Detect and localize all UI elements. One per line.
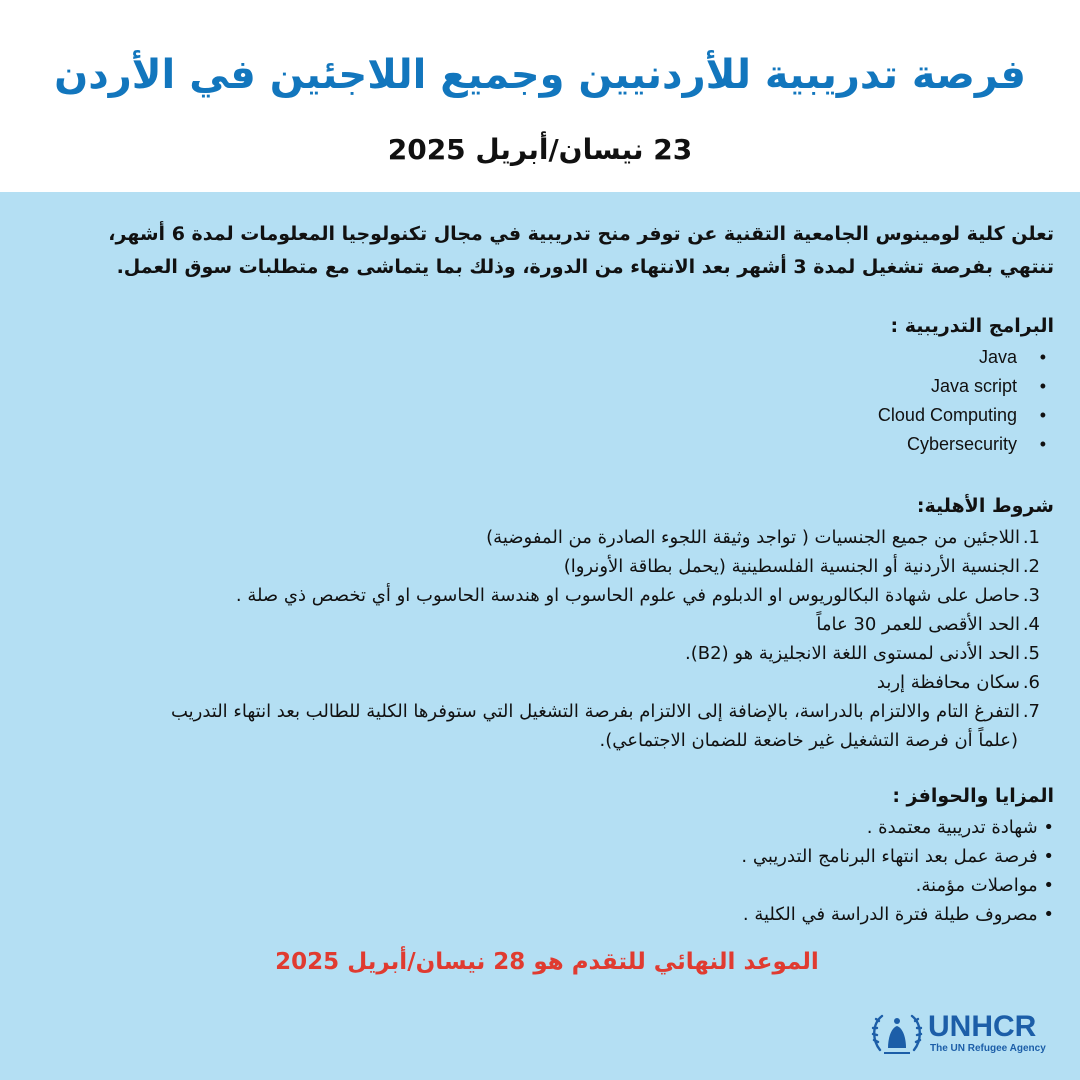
page-title: فرصة تدريبية للأردنيين وجميع اللاجئين في الأردن [54,52,1026,98]
bullet-icon: • [1039,405,1046,425]
deadline-notice: الموعد النهائي للتقدم هو 28 نيسان/أبريل 2025 [275,949,819,975]
programs-heading: البرامج التدريبية : [890,315,1054,337]
bullet-icon: • [1039,434,1046,454]
benefit-item: • شهادة تدريبية معتمدة . [866,817,1054,838]
header [0,0,1080,192]
announcement-date: 23 نيسان/أبريل 2025 [387,133,693,166]
eligibility-list [30,523,1040,755]
eligibility-item: 1.اللاجئين من جميع الجنسيات ( تواجد وثيقة اللجوء الصادرة من المفوضية) [486,527,1040,548]
benefits-heading: المزايا والحوافز : [892,785,1054,807]
unhcr-emblem-icon [870,1010,924,1056]
benefit-item: • مصروف طيلة فترة الدراسة في الكلية . [742,904,1054,925]
intro-paragraph [44,218,1054,284]
benefits-list [741,813,1054,929]
program-item: • Java script [878,372,1032,401]
eligibility-item: 7.التفرغ التام والالتزام بالدراسة، بالإضافة إلى الالتزام بفرصة التشغيل التي ستوفرها الكلية للطالب بعد انتهاء التدريب (علماً أن فرصة التشغيل غير خاضعة للضمان الاجتماعي). [30,697,1040,755]
intro-line: تعلن كلية لومينوس الجامعية التقنية عن توفر منح تدريبية في مجال تكنولوجيا المعلومات لمدة 6 أشهر، [108,223,1054,245]
eligibility-item: 2.الجنسية الأردنية أو الجنسية الفلسطينية (يحمل بطاقة الأونروا) [563,556,1040,577]
program-item: • Cybersecurity [878,430,1032,459]
intro-line: تنتهي بفرصة تشغيل لمدة 3 أشهر بعد الانتهاء من الدورة، وذلك بما يتماشى مع متطلبات سوق العمل. [116,256,1054,278]
eligibility-item: 6.سكان محافظة إربد [876,672,1040,693]
program-item: • Cloud Computing [878,401,1032,430]
eligibility-heading: شروط الأهلية: [916,495,1054,517]
benefit-item: • مواصلات مؤمنة. [915,875,1054,896]
bullet-icon: • [1039,347,1046,367]
bullet-icon: • [1039,376,1046,396]
logo-tagline: The UN Refugee Agency [930,1043,1046,1054]
unhcr-logo [870,1010,1060,1058]
eligibility-item: 4.الحد الأقصى للعمر 30 عاماً [816,614,1040,635]
eligibility-item-continuation: (علماً أن فرصة التشغيل غير خاضعة للضمان الاجتماعي). [599,730,1018,751]
benefit-item: • فرصة عمل بعد انتهاء البرنامج التدريبي . [741,846,1054,867]
eligibility-item: 3.حاصل على شهادة البكالوريوس او الدبلوم في علوم الحاسوب او هندسة الحاسوب او أي تخصص ذي صلة . [235,585,1040,606]
program-item: • Java [878,343,1032,372]
logo-wordmark: UNHCR [928,1010,1037,1043]
eligibility-item: 5.الحد الأدنى لمستوى اللغة الانجليزية هو (B2). [685,643,1040,664]
programs-list [877,343,1046,459]
